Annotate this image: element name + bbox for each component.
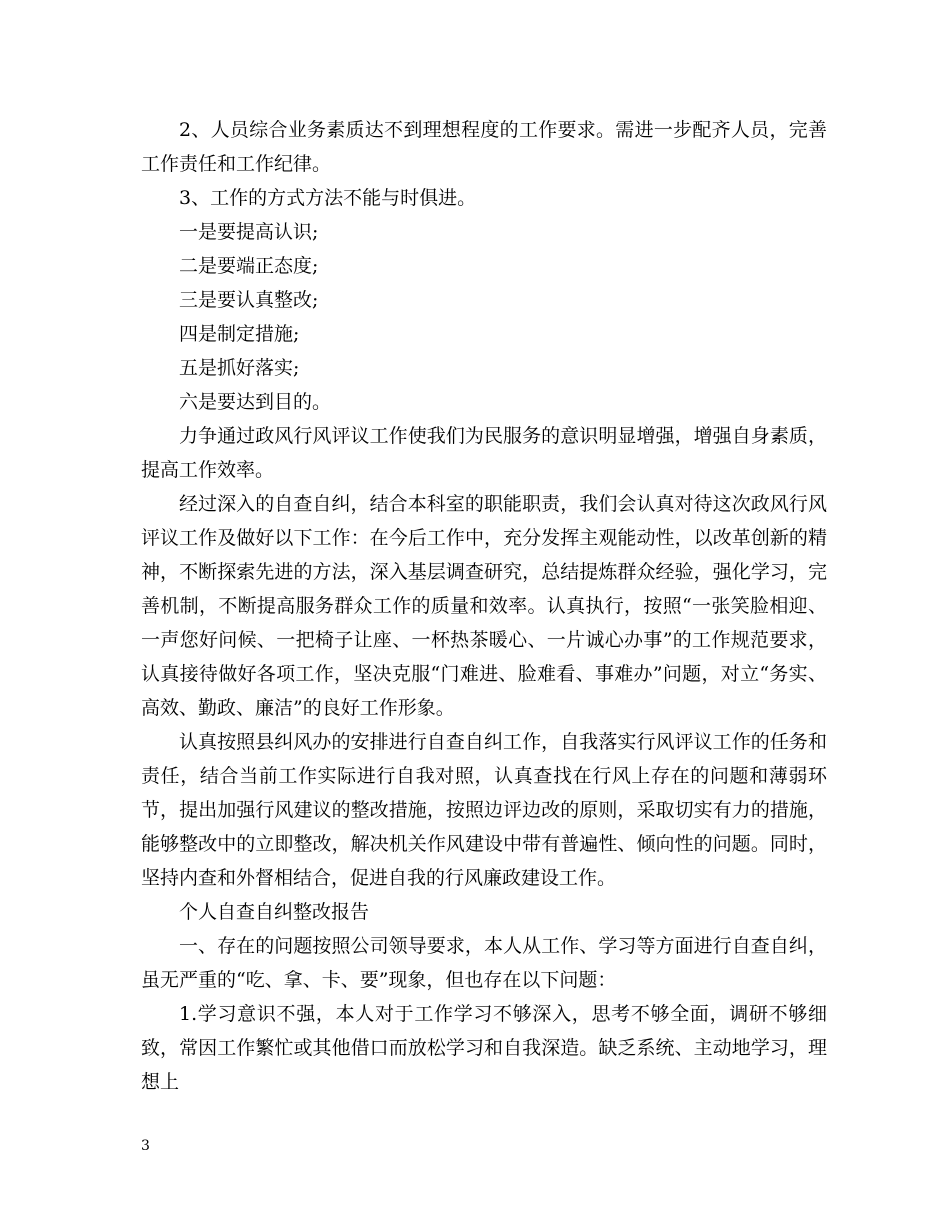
section-heading: 个人自查自纠整改报告 [179,901,370,923]
paragraph: 三是要认真整改; [179,289,319,311]
document-body [141,113,827,1099]
paragraph: 1.学习意识不强，本人对于工作学习不够深入，思考不够全面，调研不够细致，常因工作繁忙或其他借口而放松学习和自我深造。缺乏系统、主动地学习，理想上 [141,1003,827,1093]
paragraph: 一、存在的问题按照公司领导要求，本人从工作、学习等方面进行自查自纠，虽无严重的“吃、拿、卡、要”现象，但也存在以下问题： [141,935,827,991]
paragraph: 2、人员综合业务素质达不到理想程度的工作要求。需进一步配齐人员，完善工作责任和工作纪律。 [141,119,827,175]
paragraph: 一是要提高认识; [179,221,319,243]
paragraph: 经过深入的自查自纠，结合本科室的职能职责，我们会认真对待这次政风行风评议工作及做好以下工作：在今后工作中，充分发挥主观能动性，以改革创新的精神，不断探索先进的方法，深入基层调查研究，总结提炼群众经验，强化学习，完善机制，不断提高服务群众工作的质量和效率。认真执行，按照“一张笑脸相迎、一声您好问候、一把椅子让座、一杯热茶暖心、一片诚心办事”的工作规范要求，认真接待做好各项工作，坚决克服“门难进、脸难看、事难办”问题，对立“务实、高效、勤政、廉洁”的良好工作形象。 [141,493,827,719]
paragraph: 认真按照县纠风办的安排进行自查自纠工作，自我落实行风评议工作的任务和责任，结合当前工作实际进行自我对照，认真查找在行风上存在的问题和薄弱环节，提出加强行风建议的整改措施，按照边评边改的原则，采取切实有力的措施，能够整改中的立即整改，解决机关作风建设中带有普遍性、倾向性的问题。同时，坚持内查和外督相结合，促进自我的行风廉政建设工作。 [141,731,827,889]
page-number: 3 [141,1138,150,1154]
paragraph: 四是制定措施; [179,323,300,345]
paragraph: 六是要达到目的。 [179,391,332,413]
paragraph: 二是要端正态度; [179,255,319,277]
paragraph: 3、工作的方式方法不能与时俱进。 [179,187,477,209]
paragraph: 五是抓好落实; [179,357,300,379]
paragraph: 力争通过政风行风评议工作使我们为民服务的意识明显增强，增强自身素质，提高工作效率。 [141,425,827,481]
